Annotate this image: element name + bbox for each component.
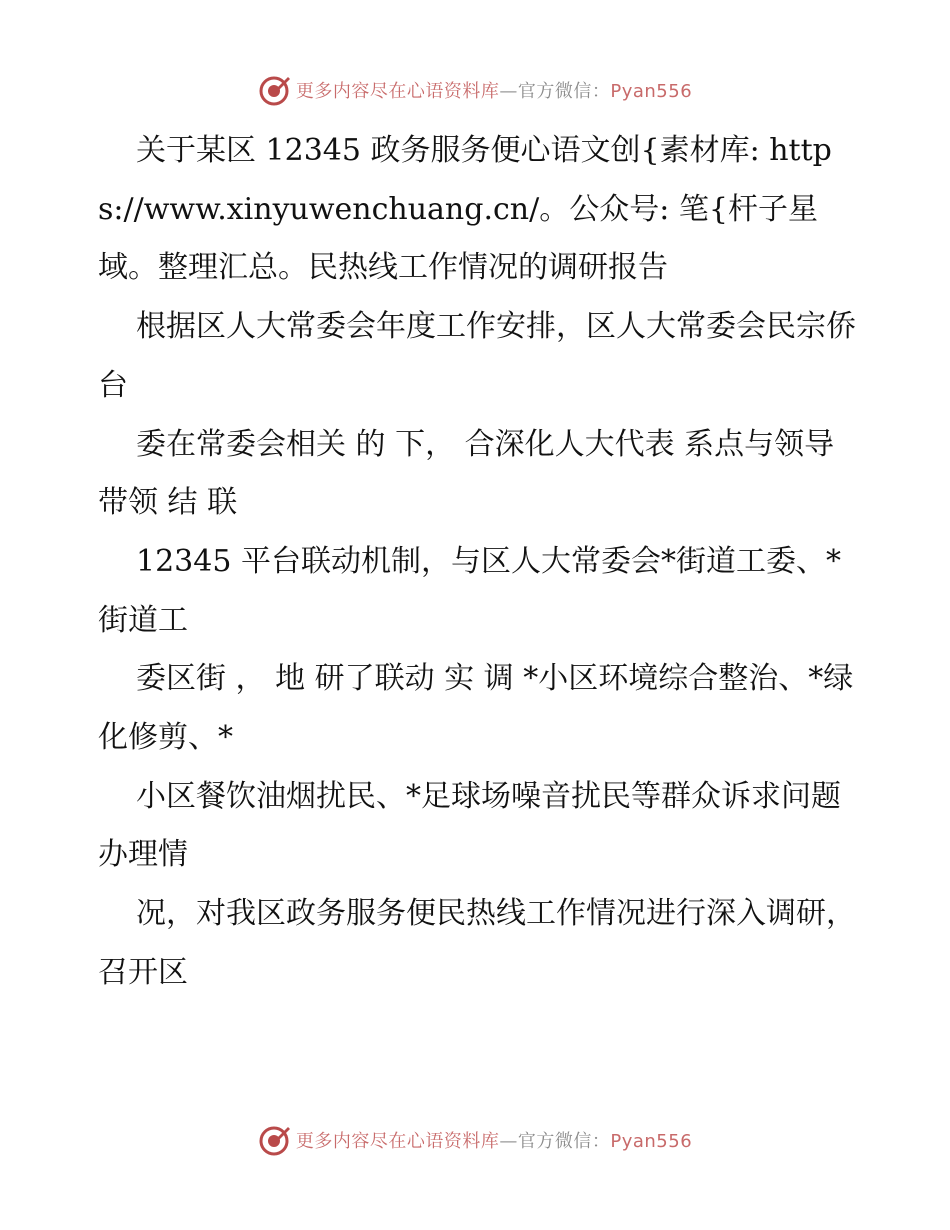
paragraph-title: 关于某区 12345 政务服务便心语文创{素材库: https://www.xinyuwenchuang.cn/。公众号: 笔{杆子星域。整理汇总。民热线工作情况的调研报告 [98, 133, 832, 286]
footer-banner-wechat-id: Pyan556 [610, 1131, 693, 1152]
paragraph: 委区街 ， 地 研了联动 实 调 *小区环境综合整治、*绿化修剪、* [98, 661, 854, 756]
header-banner-wechat-id: Pyan556 [610, 81, 693, 102]
pen-logo-icon [258, 1123, 292, 1157]
header-banner-wechat-label: 官方微信： [517, 81, 611, 102]
footer-banner-wechat-label: 官方微信： [517, 1131, 611, 1152]
footer-banner-dash: — [499, 1131, 518, 1152]
footer-banner-main: 更多内容尽在心语资料库 [295, 1131, 500, 1152]
header-banner-dash: — [499, 81, 518, 102]
paragraph: 小区餐饮油烟扰民、*足球场噪音扰民等群众诉求问题办理情 [98, 778, 841, 873]
paragraph: 委在常委会相关 的 下， 合深化人大代表 系点与领导 带领 结 联 [98, 426, 835, 521]
footer-watermark-banner [0, 1120, 950, 1160]
paragraph: 况，对我区政务服务便民热线工作情况进行深入调研，召开区 [98, 896, 856, 990]
header-watermark-banner [0, 70, 950, 110]
paragraph: 根据区人大常委会年度工作安排，区人大常委会民宗侨台 [98, 309, 856, 403]
paragraph: 12345 平台联动机制，与区人大常委会*街道工委、*街道工 [98, 543, 841, 638]
footer-banner-text [296, 1127, 692, 1153]
header-banner-text [296, 77, 692, 103]
document-body [98, 122, 858, 1003]
header-banner-main: 更多内容尽在心语资料库 [295, 81, 500, 102]
pen-logo-icon [258, 73, 292, 107]
